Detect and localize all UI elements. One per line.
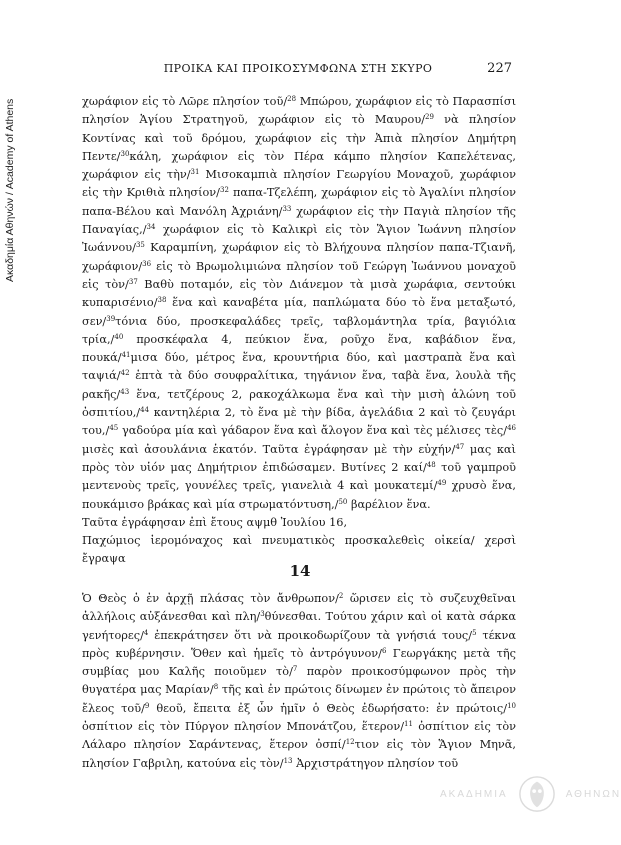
text-segment: παρὸν προικοσύμφωνον πρὸς τὴν θυγατέρα μας Μαρίαν/ — [82, 665, 517, 697]
text-segment: Μισοκαμπιὰ πλησίον Γεωργίου Μοναχοῦ, χωράφιον εἰς τὴν Κριθιὰ πλησίον/ — [82, 168, 516, 200]
text-segment: χωράφιον εἰς τὸ Καλικρὶ εἰς τὸν Ἅγιον Ἰωάννη πλησίον Ἰωάννου/ — [82, 223, 516, 255]
line-number: 9 — [144, 701, 150, 710]
line-number: 4 — [143, 628, 149, 637]
text-segment: προσκέφαλα 4, πεύκιον ἕνα, ροῦχο ἕνα, καβάδιον ἕνα, πουκά/ — [82, 332, 516, 365]
line-number: 44 — [140, 406, 150, 415]
line-number: 36 — [142, 259, 152, 268]
text-segment: ὥρισεν εἰς τὸ συζευχθεῖναι ἀλλήλοις αὐξάνεσθαι καὶ πλη/ — [82, 592, 516, 624]
line-number: 10 — [507, 701, 516, 710]
line-number: 34 — [146, 223, 156, 232]
text-segment: μισὲς καὶ ἀσουλάνια ἑκατόν. Ταῦτα ἐγράφησαν μὲ τὴν εὐχήν/ — [82, 442, 456, 456]
text-segment: Ἀρχιστράτηγον πλησίον τοῦ — [292, 756, 459, 770]
line-number: 29 — [425, 113, 434, 122]
line-number: 42 — [120, 369, 130, 378]
text-segment: τῆς καὶ ἐν πρώτοις δίνωμεν ἐν πρώτοις τὸ ἄπειρον ἔλεος τοῦ/ — [82, 683, 516, 715]
text-segment: Παχώμιος ἱερομόναχος καὶ πνευματικὸς προσκαλεθεὶς οἰκεία/ χερσὶ ἔγραψα — [82, 534, 516, 566]
text-segment: τοῦ γαμπροῦ μεντενοὺς τρεῖς, γουνέλες τρεῖς, γιανελιὰ 4 καὶ μουκατεμί/ — [82, 460, 516, 493]
text-segment: τέκνα πρὸς κυβέρνησιν. Ὅθεν καὶ ἡμεῖς τὸ ἀντρόγυνον/ — [82, 628, 516, 660]
watermark-left-word: ΑΚΑΔΗΜΙΑ — [440, 788, 508, 800]
text-segment: ὀσπίτιον εἰς τὸν Πύργον πλησίον Μπονάτζου, ἕτερον/ — [82, 720, 405, 734]
watermark-right-word: ΑΘΗΝΩΝ — [565, 788, 621, 800]
line-number: 39 — [106, 314, 116, 323]
text-segment: θύνεσθαι. Τούτου χάριν καὶ οἱ κατὰ σάρκα γενήτορες/ — [82, 610, 516, 642]
line-number: 48 — [426, 460, 436, 469]
side-stamp: Ακαδημία Αθηνών / Academy of Athens — [4, 98, 16, 282]
text-segment: ὀσπίτιον εἰς τὸν Λάλαρο πλησίον Σαράντενας, ἕτερον ὀσπί/ — [82, 720, 517, 752]
document-13-text — [82, 93, 516, 569]
text-segment: καντηλέρια 2, τὸ ἕνα μὲ τὴν βίδα, ἀγελάδια 2 καὶ τὸ ζευγάρι του,/ — [82, 406, 516, 438]
line-number: 13 — [283, 756, 293, 765]
text-segment: Ὁ Θεὸς ὁ ἐν ἀρχῇ πλάσας τὸν ἄνθρωπον/ — [82, 592, 339, 605]
text-segment: Ταῦτα ἐγράφησαν ἐπὶ ἔτους αψμθ Ἰουλίου 16, — [82, 515, 348, 529]
text-segment: μας καὶ πρὸς τὸν υἱόν μας Δημήτριον ἐπιδώσαμεν. Βυτίνες 2 καί/ — [82, 442, 516, 474]
running-head — [100, 62, 512, 80]
line-number: 8 — [213, 683, 219, 692]
text-segment: Μπώρου, χωράφιον εἰς τὸ Παρασπίσι πλησίον Ἁγίου Στρατηγοῦ, χωράφιον εἰς τὸ Μαυρου/ — [82, 95, 517, 127]
line-number: 35 — [135, 241, 145, 250]
text-paragraph — [82, 93, 516, 514]
text-segment: Καραμπίνη, χωράφιον εἰς τὸ Βλήχουνα πλησίον παπα-Τζιανῆ, χωράφιον/ — [82, 241, 516, 273]
text-paragraph — [82, 514, 516, 532]
line-number: 45 — [109, 424, 119, 433]
line-number: 47 — [455, 442, 465, 451]
line-number: 28 — [287, 95, 297, 103]
line-number: 7 — [292, 665, 298, 674]
line-number: 46 — [507, 424, 516, 433]
page-number: 227 — [487, 61, 512, 76]
document-number: 14 — [289, 562, 311, 580]
line-number: 50 — [338, 497, 348, 506]
text-segment: εἰς τὸ Βρωμολιμιώνα πλησίον τοῦ Γεώργη Ἰωάννου μοναχοῦ εἰς τὸν/ — [82, 259, 516, 291]
line-number: 2 — [338, 592, 344, 600]
text-segment: χωράφιον εἰς τὸ Λῶρε πλησίον τοῦ/ — [82, 95, 288, 108]
text-segment: ἑπτὰ τὰ δύο σουφραλίτικα, τηγάνιον ἕνα, ταβὰ ἕνα, λουλὰ τῆς ρακῆς/ — [82, 369, 516, 401]
line-number: 41 — [121, 351, 131, 360]
text-segment: χωράφιον εἰς τὴν Παγιὰ πλησίον τῆς Παναγίας,/ — [82, 204, 516, 237]
text-segment: βαρέλιον ἕνα. — [347, 497, 431, 511]
text-segment: νὰ πλησίον Κοντίνας καὶ τοῦ δρόμου, χωράφιον εἰς τὴν Ἀπιὰ πλησίον Δημήτρη Πεντε/ — [82, 113, 516, 163]
academy-watermark — [440, 775, 621, 813]
line-number: 38 — [157, 296, 167, 305]
text-segment: ἕνα καὶ καναβέτα μία, παπλώματα δύο τὸ ἕνα μεταξωτό, σεν/ — [82, 296, 516, 328]
text-segment: ἐπεκράτησεν ὅτι νὰ προικοδωρίζουν τὰ γνήσιά τους/ — [148, 628, 473, 642]
line-number: 5 — [472, 628, 477, 637]
line-number: 6 — [381, 646, 387, 655]
line-number: 40 — [114, 332, 124, 341]
document-14-text — [82, 590, 516, 773]
line-number: 37 — [128, 277, 138, 286]
text-segment: Γεωργάκης μετὰ τῆς συμβίας μου Καλῆς ποιοῦμεν τὸ/ — [82, 646, 516, 679]
line-number: 43 — [120, 387, 130, 396]
text-paragraph — [82, 590, 516, 773]
text-segment: τόνια δύο, προσκεφαλάδες τρεῖς, ταβλομάντηλα τρία, βαγιόλια τρία,/ — [82, 314, 516, 346]
line-number: 33 — [282, 204, 292, 213]
line-number: 30 — [120, 149, 130, 158]
text-segment: τιον εἰς τὸν Ἅγιον Μηνᾶ, πλησίον Γαβριλη, κατούνα εἰς τὸν/ — [82, 738, 516, 770]
line-number: 49 — [437, 479, 447, 488]
running-title: ΠΡΟΙΚΑ ΚΑΙ ΠΡΟΙΚΟΣΥΜΦΩΝΑ ΣΤΗ ΣΚΥΡΟ — [163, 62, 433, 75]
text-segment: θεοῦ, ἔπειτα ἐξ ὧν ἡμῖν ὁ Θεὸς ἐδωρήσατο: ἐν πρώτοις/ — [149, 701, 508, 715]
line-number: 11 — [404, 720, 413, 729]
text-segment: ἕνα, τετζέρους 2, ρακοχάλκωμα ἕνα καὶ τὴν μισὴ ἁλώνη τοῦ ὀσπιτίου,/ — [82, 387, 516, 420]
text-segment: κάλη, χωράφιον εἰς τὸν Πέρα κάμπο πλησίον Καπελέτενας, χωράφιον εἰς τὴν/ — [82, 149, 516, 182]
line-number: 3 — [260, 610, 265, 619]
text-segment: γαδούρα μία καὶ γάδαρον ἕνα καὶ ἄλογον ἕνα καὶ τὲς μέλισες τὲς/ — [118, 424, 508, 438]
text-segment: χρυσὸ ἕνα, πουκάμισο βράκας καὶ μία στρωματόντυση,/ — [82, 479, 516, 511]
line-number: 31 — [190, 168, 200, 177]
athena-owl-emblem-icon — [518, 775, 556, 813]
text-segment: Βαθὺ ποταμόν, εἰς τὸν Διάνεμον τὰ μισὰ χωράφια, σεντούκι κυπαρισένιο/ — [82, 277, 516, 310]
text-segment: μισα δύο, μέτρος ἕνα, κρουντήρια δύο, καὶ μαστραπὰ ἕνα καὶ ταψιά/ — [82, 351, 516, 383]
line-number: 12 — [345, 738, 355, 747]
text-segment: παπα-Τζελέπη, χωράφιον εἰς τὸ Ἀγαλίνι πλησίον παπα-Βέλου καὶ Μανόλη Ἀχριάνη/ — [82, 186, 517, 218]
line-number: 32 — [219, 186, 229, 195]
